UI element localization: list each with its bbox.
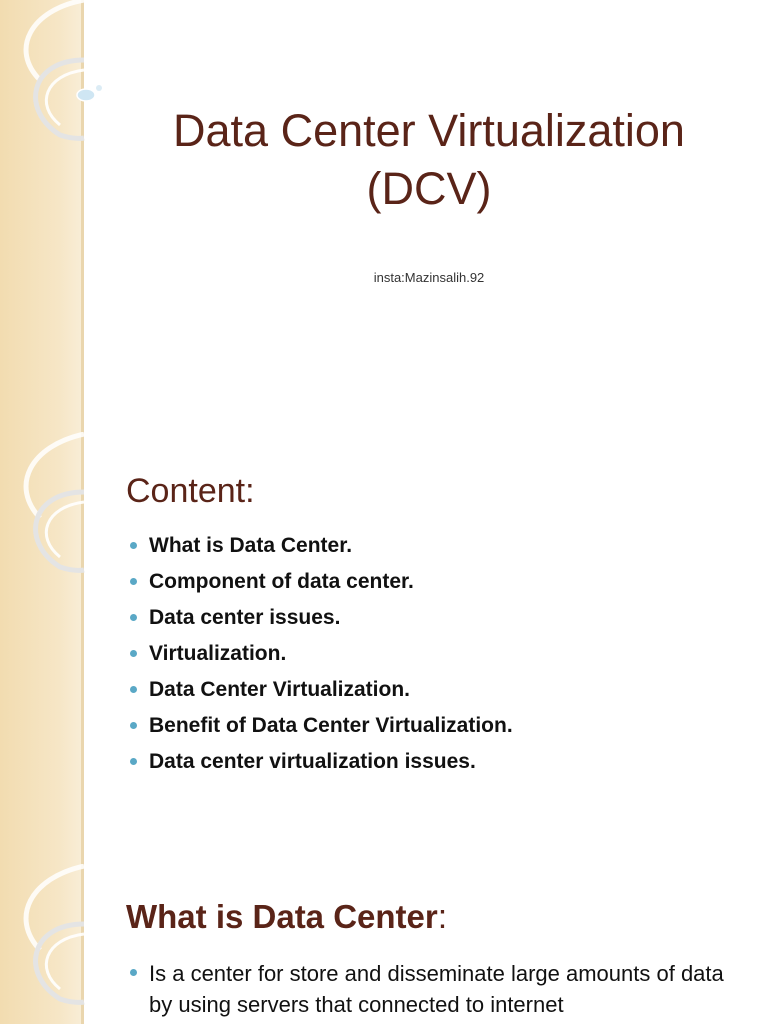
- list-item: Component of data center.: [126, 564, 513, 600]
- bullet-dot-icon: [130, 686, 137, 693]
- bullet-dot-icon: [130, 758, 137, 765]
- title-line-1: Data Center Virtualization: [173, 105, 685, 156]
- list-item: Data center virtualization issues.: [126, 744, 513, 780]
- bullet-dot-icon: [130, 650, 137, 657]
- definition-heading-text: What is Data Center: [126, 898, 438, 935]
- title-line-2: (DCV): [366, 163, 492, 214]
- definition-heading: [126, 898, 447, 937]
- content-heading: Content:: [126, 472, 255, 510]
- bullet-dot-icon: [130, 722, 137, 729]
- slide-title: [90, 102, 768, 218]
- list-item: What is Data Center.: [126, 528, 513, 564]
- bullet-dot-icon: [130, 578, 137, 585]
- list-item: Data center issues.: [126, 600, 513, 636]
- definition-list: [126, 958, 746, 1020]
- list-item: Virtualization.: [126, 636, 513, 672]
- slide-subtitle: insta:Mazinsalih.92: [373, 270, 485, 285]
- definition-slide: [0, 864, 768, 1024]
- bullet-dot-icon: [130, 542, 137, 549]
- content-slide: [0, 432, 768, 864]
- definition-heading-colon: :: [437, 898, 448, 936]
- bullet-dot-icon: [130, 614, 137, 621]
- list-item: Data Center Virtualization.: [126, 672, 513, 708]
- list-item: Is a center for store and disseminate large amounts of data by using servers that connected to internet: [126, 958, 746, 1020]
- title-slide: [0, 0, 768, 432]
- list-item: Benefit of Data Center Virtualization.: [126, 708, 513, 744]
- content-list: [126, 528, 513, 780]
- swirl-ornament-icon: [0, 864, 110, 1024]
- swirl-ornament-icon: [0, 432, 110, 592]
- bullet-dot-icon: [130, 969, 137, 976]
